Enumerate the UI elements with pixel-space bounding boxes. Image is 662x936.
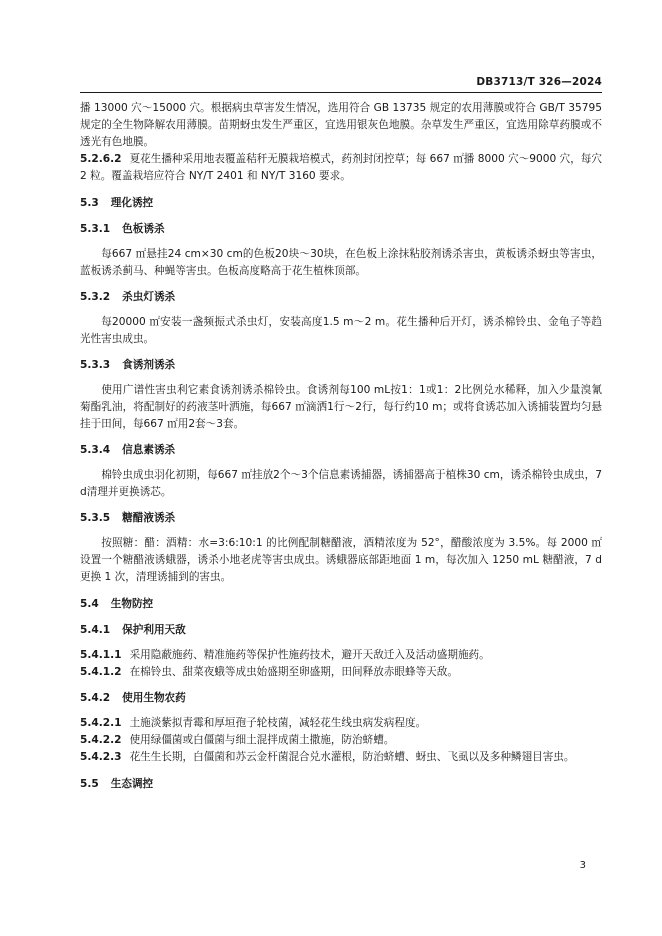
heading-number: 5.3.1 xyxy=(80,223,111,235)
clause-number: 5.4.2.2 xyxy=(80,734,122,746)
clause-5-4-1-1 xyxy=(80,647,602,664)
section-heading-5-4-2 xyxy=(80,690,602,707)
section-heading-5-4-1 xyxy=(80,622,602,639)
heading-number: 5.3.5 xyxy=(80,512,111,524)
heading-number: 5.3.3 xyxy=(80,359,111,371)
heading-title: 色板诱杀 xyxy=(122,223,165,235)
heading-number: 5.3.4 xyxy=(80,444,111,456)
section-heading-5-3-4 xyxy=(80,442,602,459)
section-heading-5-4 xyxy=(80,596,602,613)
heading-title: 使用生物农药 xyxy=(122,692,186,704)
section-heading-5-3-1 xyxy=(80,221,602,238)
heading-title: 生物防控 xyxy=(110,598,154,610)
document-body xyxy=(80,100,602,802)
paragraph-intro: 播 13000 穴～15000 穴。根据病虫草害发生情况，选用符合 GB 13735 规定的农用薄膜或符合 GB/T 35795 规定的全生物降解农用薄膜。苗期蚜虫发生严重区，宜选用银灰色地膜。杂草发生严重区，宜选用除草药膜或不透光有色地膜。 xyxy=(80,102,602,148)
clause-text: 夏花生播种采用地表覆盖秸秆无膜栽培模式，药剂封闭控草；每 667 ㎡播 8000 穴～9000 穴，每穴 2 粒。覆盖栽培应符合 NY/T 2401 和 NY/T 3160 要求。 xyxy=(80,153,602,182)
header-divider xyxy=(80,92,602,93)
heading-number: 5.4.2 xyxy=(80,692,111,704)
paragraph-5-3-5: 按照糖：醋：酒精：水=3:6:10:1 的比例配制糖醋液，酒精浓度为 52°，醋酸浓度为 3.5%。每 2000 ㎡设置一个糖醋液诱蛾器，诱杀小地老虎等害虫成虫。诱蛾器底部距地面 1 m，每次加入 1250 mL 糖醋液，7 d 更换 1 次，清理诱捕到的害虫。 xyxy=(80,537,602,583)
clause-5-4-2-2 xyxy=(80,732,602,749)
clause-5-2-6-2 xyxy=(80,151,602,185)
clause-text: 在棉铃虫、甜菜夜蛾等成虫始盛期至卵盛期，田间释放赤眼蜂等天敌。 xyxy=(129,666,458,678)
section-heading-5-5 xyxy=(80,776,602,793)
clause-text: 采用隐蔽施药、精准施药等保护性施药技术，避开天敌迁入及活动盛期施药。 xyxy=(129,649,490,661)
clause-number: 5.2.6.2 xyxy=(80,153,122,165)
heading-title: 糖醋液诱杀 xyxy=(122,512,176,524)
clause-number: 5.4.2.3 xyxy=(80,751,122,763)
section-heading-5-3 xyxy=(80,195,602,212)
paragraph-5-3-1: 每667 ㎡悬挂24 cm×30 cm的色板20块～30块，在色板上涂抹粘胶剂诱杀害虫，黄板诱杀蚜虫等害虫，蓝板诱杀蓟马、种蝇等害虫。色板高度略高于花生植株顶部。 xyxy=(80,248,602,277)
clause-text: 使用绿僵菌或白僵菌与细土混拌成菌土撒施，防治蛴螬。 xyxy=(129,734,395,746)
heading-title: 杀虫灯诱杀 xyxy=(122,291,176,303)
clause-number: 5.4.1.1 xyxy=(80,649,122,661)
heading-number: 5.3.2 xyxy=(80,291,111,303)
clause-5-4-2-1 xyxy=(80,715,602,732)
paragraph-5-3-3: 使用广谱性害虫利它素食诱剂诱杀棉铃虫。食诱剂每100 mL按1：1或1：2比例兑水稀释，加入少量溴氰菊酯乳油，将配制好的药液茎叶洒施，每667 ㎡滴洒1行～2行，每行约10 m；或将食诱芯加入诱捕装置均匀悬挂于田间，每667 ㎡用2套～3套。 xyxy=(80,384,602,430)
section-heading-5-3-2 xyxy=(80,289,602,306)
section-heading-5-3-3 xyxy=(80,357,602,374)
clause-5-4-1-2 xyxy=(80,664,602,681)
heading-title: 生态调控 xyxy=(110,778,154,790)
heading-number: 5.5 xyxy=(80,778,99,790)
clause-5-4-2-3 xyxy=(80,749,602,766)
paragraph-5-3-2: 每20000 ㎡安装一盏频振式杀虫灯，安装高度1.5 m～2 m。花生播种后开灯，诱杀棉铃虫、金龟子等趋光性害虫成虫。 xyxy=(80,316,602,345)
heading-number: 5.4.1 xyxy=(80,624,111,636)
paragraph-5-3-4: 棉铃虫成虫羽化初期，每667 ㎡挂放2个～3个信息素诱捕器，诱捕器高于植株30 cm，诱杀棉铃虫成虫，7 d清理并更换诱芯。 xyxy=(80,469,602,498)
heading-title: 保护利用天敌 xyxy=(122,624,186,636)
heading-title: 食诱剂诱杀 xyxy=(122,359,176,371)
heading-title: 信息素诱杀 xyxy=(122,444,176,456)
document-code: DB3713/T 326—2024 xyxy=(476,76,602,88)
heading-number: 5.3 xyxy=(80,197,99,209)
heading-title: 理化诱控 xyxy=(110,197,154,209)
clause-text: 土施淡紫拟青霉和厚垣孢子轮枝菌，减轻花生线虫病发病程度。 xyxy=(129,717,427,729)
clause-number: 5.4.2.1 xyxy=(80,717,122,729)
clause-number: 5.4.1.2 xyxy=(80,666,122,678)
clause-text: 花生生长期，白僵菌和苏云金杆菌混合兑水灌根，防治蛴螬、蚜虫、飞虱以及多种鳞翅目害虫。 xyxy=(129,751,575,763)
heading-number: 5.4 xyxy=(80,598,99,610)
page-number: 3 xyxy=(579,860,586,871)
section-heading-5-3-5 xyxy=(80,510,602,527)
